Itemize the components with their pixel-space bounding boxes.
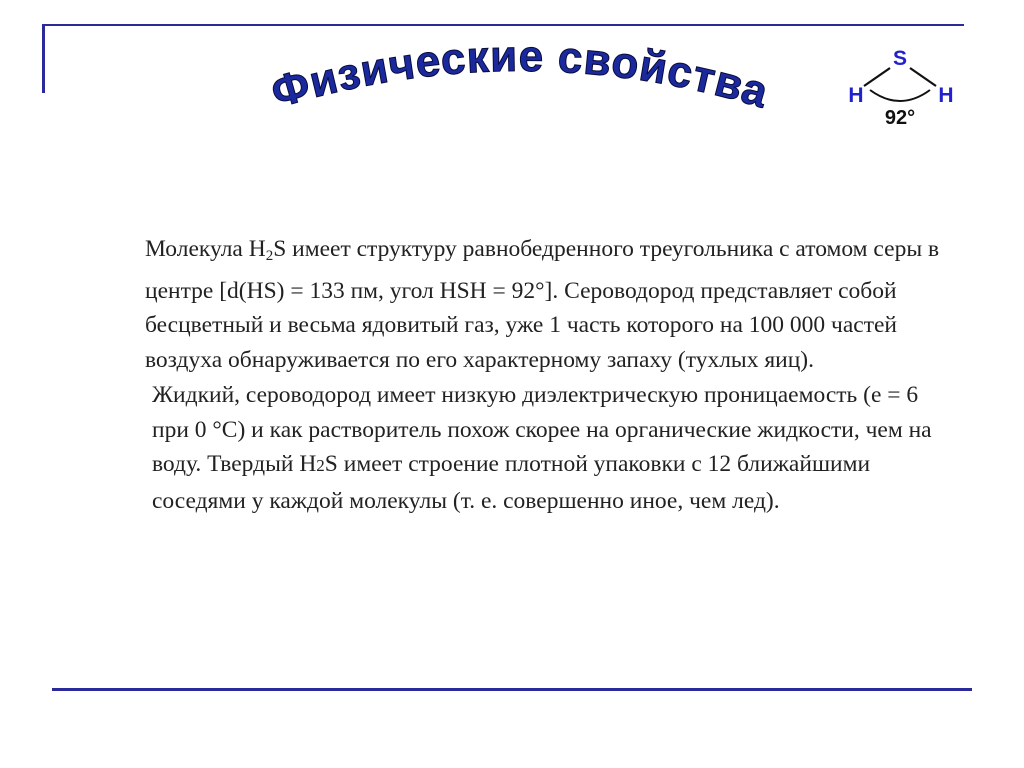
hydrogen-right-label: H [938, 84, 954, 107]
frame-left-line [42, 25, 45, 93]
paragraph-1 [120, 232, 950, 378]
p1-subscript: 2 [265, 248, 274, 264]
h2s-molecule-diagram [842, 44, 972, 134]
frame-top-line [42, 24, 964, 26]
angle-arc [870, 90, 930, 101]
body-text [120, 232, 950, 519]
sulfur-atom-label: S [892, 47, 908, 70]
hydrogen-left-label: H [848, 84, 864, 107]
p1-text-a: Молекула H [145, 236, 266, 262]
p2-text-a: Жидкий, сероводород имеет низкую диэлектрическую проницаемость (e = 6 при 0 °C) и как растворитель похож скорее на органические жидкости, чем на воду. Твердый H [152, 381, 932, 478]
slide-title-text [266, 32, 774, 118]
paragraph-2 [120, 378, 950, 519]
p1-text-b: S имеет структуру равнобедренного треугольника с атомом серы в центре [d(HS) = 133 пм, угол HSH = 92°]. Сероводород представляет собой бесцветный и весьма ядовитый газ, уже 1 часть которого на 100 000 частей воздуха обнаруживается по его характерному запаху (тухлых яиц). [145, 236, 940, 374]
bond-angle-label: 92° [884, 107, 916, 129]
slide-title [220, 30, 820, 130]
p2-small-digit: 2 [316, 456, 325, 476]
p2-text-b: S имеет строение плотной упаковки с 12 ближайшими соседями у каждой молекулы (т. е. совершенно иное, чем лед). [152, 451, 871, 514]
bond-left [864, 68, 890, 86]
frame-bottom-line [52, 688, 972, 691]
bond-right [910, 68, 936, 86]
slide-title-path: Физические свойства [266, 31, 775, 118]
